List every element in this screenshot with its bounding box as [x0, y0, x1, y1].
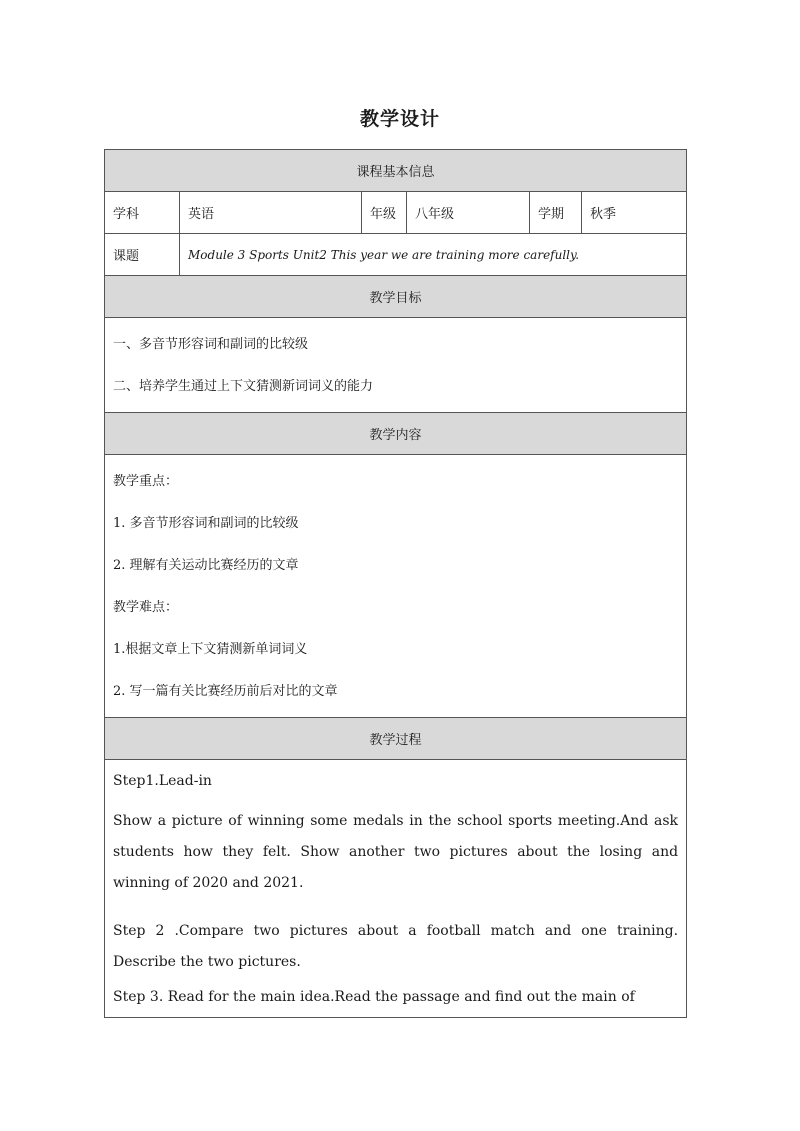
term-label: 学期 — [530, 192, 582, 234]
step1-title: Step1.Lead-in — [113, 773, 212, 789]
document-title: 教学设计 — [359, 108, 440, 130]
content-cell — [105, 455, 687, 718]
process-header-row — [105, 718, 687, 760]
process-header: 教学过程 — [105, 718, 687, 760]
difficult-point-item: 1.根据文章上下文猜测新单词词义 — [113, 642, 308, 657]
content-row — [105, 455, 687, 718]
goal-item: 二、培养学生通过上下文猜测新词词义的能力 — [113, 379, 374, 394]
goal-item: 一、多音节形容词和副词的比较级 — [113, 337, 309, 352]
subject-label: 学科 — [105, 192, 180, 234]
goals-cell — [105, 318, 687, 413]
process-row — [105, 760, 687, 1018]
term-value: 秋季 — [582, 192, 687, 234]
basic-info-header-row — [105, 150, 687, 192]
topic-label: 课题 — [105, 234, 180, 276]
step3-text: Step 3. Read for the main idea.Read the passage and find out the main of — [113, 989, 635, 1005]
goals-header-row — [105, 276, 687, 318]
key-points-label: 教学重点： — [113, 474, 179, 489]
goals-header: 教学目标 — [105, 276, 687, 318]
basic-info-header: 课程基本信息 — [105, 150, 687, 192]
key-point-item: 2. 理解有关运动比赛经历的文章 — [113, 558, 299, 573]
step2-text: Step 2 .Compare two pictures about a football match and one training. Describe the two pictures. — [113, 923, 679, 970]
difficult-points-label: 教学难点： — [113, 600, 179, 615]
topic-value: Module 3 Sports Unit2 This year we are training more carefully. — [180, 234, 687, 276]
key-point-item: 1. 多音节形容词和副词的比较级 — [113, 516, 299, 531]
grade-value: 八年级 — [407, 192, 530, 234]
step1-text: Show a picture of winning some medals in the school sports meeting.And ask students how they felt. Show another two pictures about the losing and winning of 2020 and 2021. — [113, 813, 679, 891]
content-header-row — [105, 413, 687, 455]
content-header: 教学内容 — [105, 413, 687, 455]
difficult-point-item: 2. 写一篇有关比赛经历前后对比的文章 — [113, 684, 338, 699]
grade-label: 年级 — [362, 192, 407, 234]
process-cell — [105, 760, 687, 1018]
lesson-plan-table — [104, 149, 687, 1018]
subject-row — [105, 192, 687, 234]
topic-row — [105, 234, 687, 276]
subject-value: 英语 — [180, 192, 362, 234]
goals-row — [105, 318, 687, 413]
